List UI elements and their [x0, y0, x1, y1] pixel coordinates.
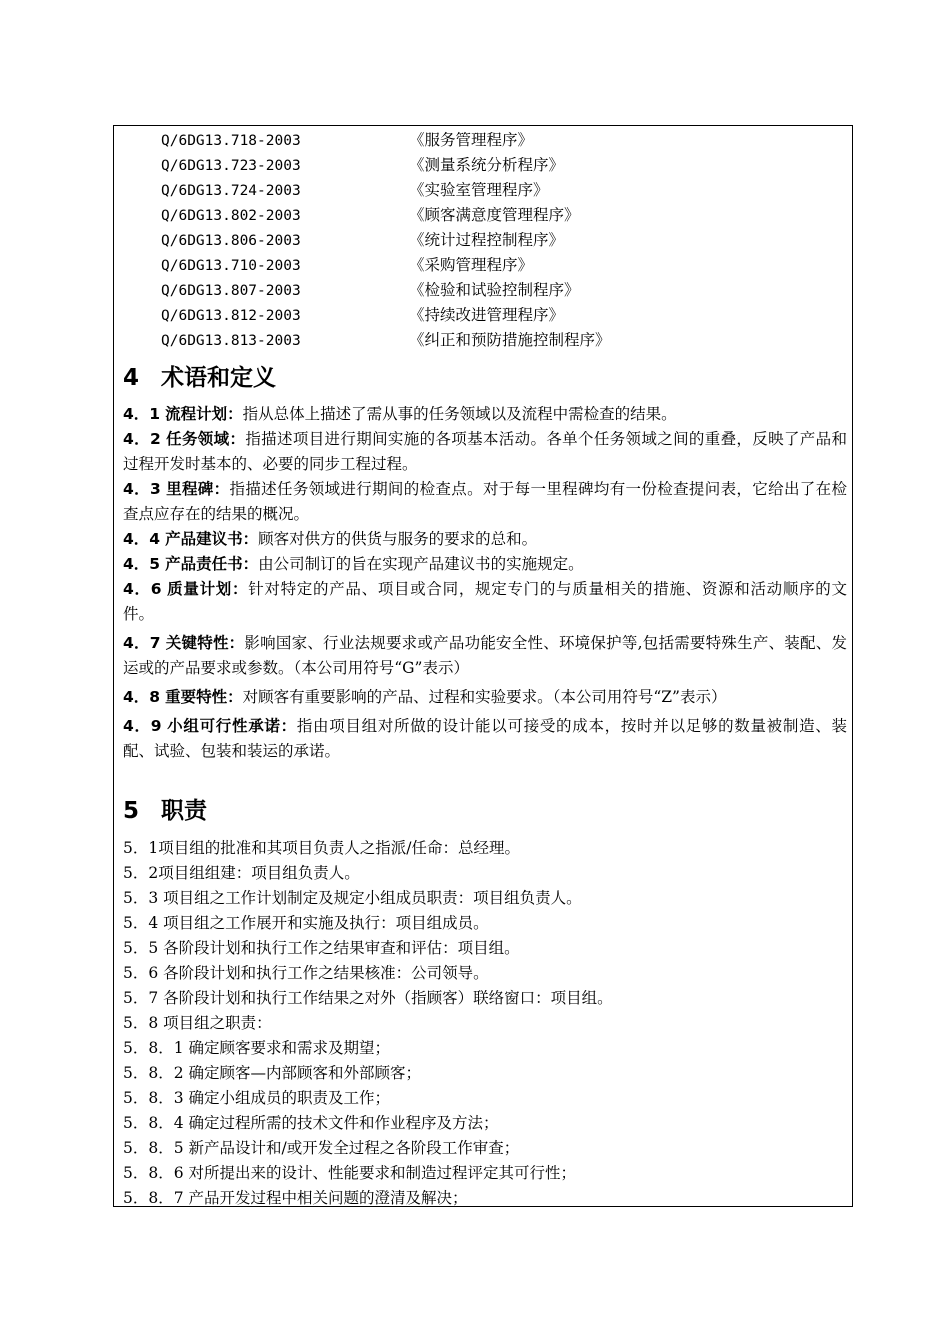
- reference-code: Q/6DG13.724-2003: [161, 183, 301, 199]
- section-5-heading: [123, 796, 207, 826]
- reference-row: [161, 303, 611, 328]
- reference-code: Q/6DG13.812-2003: [161, 308, 301, 324]
- reference-title: 《测量系统分析程序》: [409, 156, 565, 174]
- reference-list: [161, 128, 611, 353]
- responsibility-item: 5．7 各阶段计划和执行工作结果之对外（指顾客）联络窗口：项目组。: [123, 989, 613, 1007]
- reference-title: 《纠正和预防措施控制程序》: [409, 331, 611, 349]
- responsibility-item: 5．8．7 产品开发过程中相关问题的澄清及解决；: [123, 1189, 468, 1207]
- responsibility-item: 5．8．5 新产品设计和/或开发全过程之各阶段工作审查；: [123, 1139, 520, 1157]
- definition-text: 指描述项目进行期间实施的各项基本活动。各单个任务领域之间的重叠，反映了产品和过程开发时基本的、必要的同步工程过程。: [123, 430, 847, 473]
- reference-row: [161, 128, 611, 153]
- definition-term: 质量计划：: [166, 580, 249, 598]
- reference-code: Q/6DG13.806-2003: [161, 233, 301, 249]
- responsibility-item: 5．6 各阶段计划和执行工作之结果核准：公司领导。: [123, 964, 489, 982]
- reference-title: 《实验室管理程序》: [409, 181, 549, 199]
- reference-code: Q/6DG13.718-2003: [161, 133, 301, 149]
- definition-term: 小组可行性承诺：: [166, 717, 297, 735]
- definition-item: [123, 714, 847, 764]
- definition-number: 4．6: [123, 580, 162, 598]
- responsibility-item: 5．8．2 确定顾客—内部顾客和外部顾客；: [123, 1064, 422, 1082]
- definition-number: 4．1: [123, 405, 161, 423]
- reference-title: 《顾客满意度管理程序》: [409, 206, 580, 224]
- responsibility-item: 5．2项目组组建：项目组负责人。: [123, 864, 360, 882]
- reference-row: [161, 203, 611, 228]
- responsibility-item: 5．1项目组的批准和其项目负责人之指派/任命：总经理。: [123, 839, 520, 857]
- definition-text: 指由项目组对所做的设计能以可接受的成本，按时并以足够的数量被制造、装配、试验、包装和装运的承诺。: [123, 717, 847, 760]
- definition-term: 里程碑：: [165, 480, 230, 498]
- section-number: 5: [123, 798, 140, 824]
- definition-text: 由公司制订的旨在实现产品建议书的实施规定。: [258, 555, 584, 573]
- definition-item: [123, 685, 847, 710]
- responsibility-item: 5．8 项目组之职责：: [123, 1014, 272, 1032]
- definition-term: 关键特性：: [165, 634, 245, 652]
- definition-item: [123, 631, 847, 681]
- definitions-list: [123, 402, 847, 764]
- definition-item: [123, 477, 847, 527]
- definition-item: [123, 402, 847, 427]
- section-title: 术语和定义: [161, 365, 276, 391]
- responsibility-item: 5．4 项目组之工作展开和实施及执行：项目组成员。: [123, 914, 489, 932]
- definition-item: [123, 427, 847, 477]
- document-frame: [113, 125, 853, 1207]
- reference-title: 《检验和试验控制程序》: [409, 281, 580, 299]
- reference-row: [161, 328, 611, 353]
- responsibility-item: 5．8．3 确定小组成员的职责及工作；: [123, 1089, 391, 1107]
- section-title: 职责: [161, 798, 207, 824]
- definition-text: 指描述任务领域进行期间的检查点。对于每一里程碑均有一份检查提问表，它给出了在检查点应存在的结果的概况。: [123, 480, 847, 523]
- definition-item: [123, 527, 847, 552]
- responsibility-item: 5．8．1 确定顾客要求和需求及期望；: [123, 1039, 391, 1057]
- definition-number: 4．5: [123, 555, 161, 573]
- reference-row: [161, 153, 611, 178]
- definition-term: 流程计划：: [165, 405, 243, 423]
- responsibility-item: 5．8．4 确定过程所需的技术文件和作业程序及方法；: [123, 1114, 499, 1132]
- definition-term: 产品责任书：: [165, 555, 259, 573]
- reference-title: 《采购管理程序》: [409, 256, 534, 274]
- definition-text: 对顾客有重要影响的产品、过程和实验要求。（本公司用符号“Z”表示）: [242, 688, 727, 706]
- definition-term: 重要特性：: [165, 688, 243, 706]
- definition-item: [123, 577, 847, 627]
- responsibility-item: 5．8．6 对所提出来的设计、性能要求和制造过程评定其可行性；: [123, 1164, 577, 1182]
- reference-row: [161, 278, 611, 303]
- section-4-heading: [123, 363, 276, 393]
- definition-term: 任务领域：: [165, 430, 246, 448]
- reference-title: 《持续改进管理程序》: [409, 306, 565, 324]
- reference-title: 《统计过程控制程序》: [409, 231, 565, 249]
- definition-number: 4．3: [123, 480, 161, 498]
- responsibility-item: 5．3 项目组之工作计划制定及规定小组成员职责：项目组负责人。: [123, 889, 582, 907]
- definition-text: 针对特定的产品、项目或合同，规定专门的与质量相关的措施、资源和活动顺序的文件。: [123, 580, 847, 623]
- responsibilities-list: [123, 836, 847, 1211]
- definition-number: 4．4: [123, 530, 161, 548]
- section-number: 4: [123, 365, 140, 391]
- definition-text: 顾客对供方的供货与服务的要求的总和。: [258, 530, 538, 548]
- reference-title: 《服务管理程序》: [409, 131, 534, 149]
- definition-term: 产品建议书：: [165, 530, 259, 548]
- definition-text: 指从总体上描述了需从事的任务领域以及流程中需检查的结果。: [242, 405, 677, 423]
- definition-item: [123, 552, 847, 577]
- definition-text: 影响国家、行业法规要求或产品功能安全性、环境保护等,包括需要特殊生产、装配、发运或的产品要求或参数。（本公司用符号“G”表示）: [123, 634, 847, 677]
- reference-row: [161, 178, 611, 203]
- reference-row: [161, 253, 611, 278]
- reference-code: Q/6DG13.813-2003: [161, 333, 301, 349]
- definition-number: 4．7: [123, 634, 161, 652]
- definition-number: 4．2: [123, 430, 161, 448]
- definition-number: 4．8: [123, 688, 161, 706]
- reference-row: [161, 228, 611, 253]
- definition-number: 4．9: [123, 717, 162, 735]
- reference-code: Q/6DG13.710-2003: [161, 258, 301, 274]
- reference-code: Q/6DG13.723-2003: [161, 158, 301, 174]
- responsibility-item: 5．5 各阶段计划和执行工作之结果审查和评估：项目组。: [123, 939, 520, 957]
- reference-code: Q/6DG13.802-2003: [161, 208, 301, 224]
- reference-code: Q/6DG13.807-2003: [161, 283, 301, 299]
